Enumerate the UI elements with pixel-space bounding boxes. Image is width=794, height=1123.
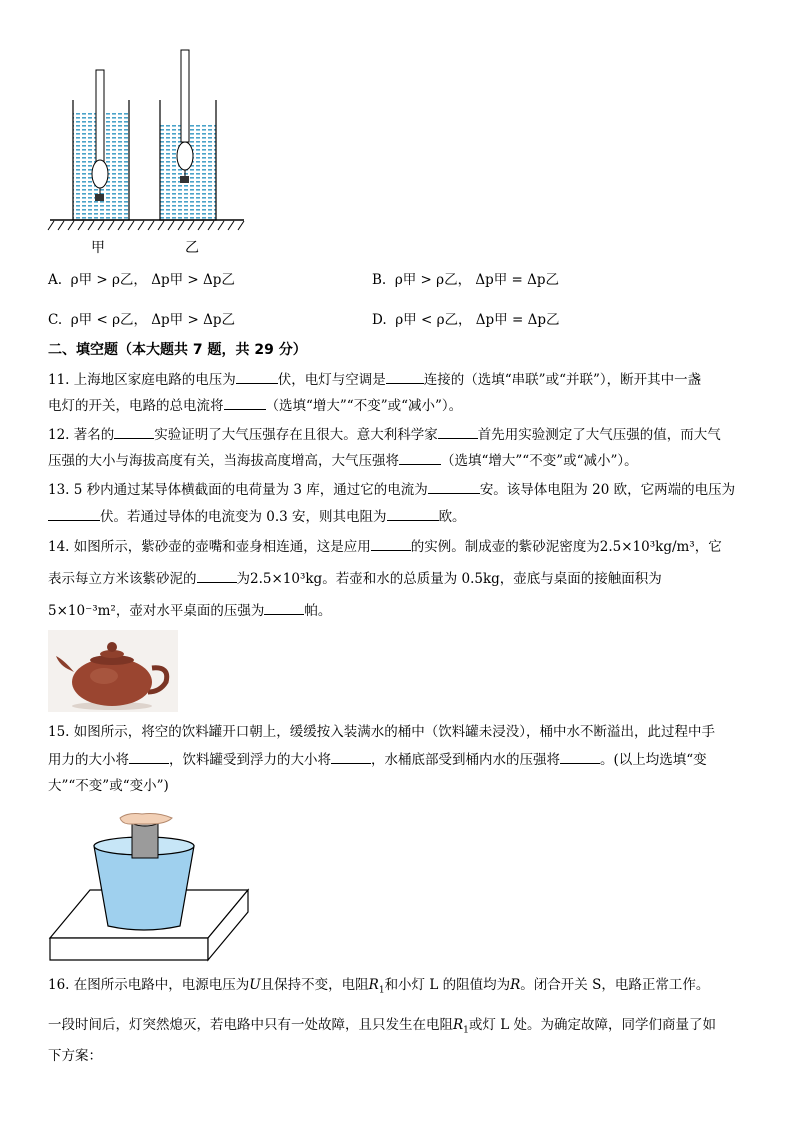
q16-var-r: R xyxy=(368,977,379,993)
option-a-letter: A. xyxy=(48,272,63,288)
q13-blank-2[interactable] xyxy=(48,506,100,521)
q11-blank-2[interactable] xyxy=(386,369,424,384)
q11-text-3: 连接的（选填“串联”或“并联”），断开其中一盏 xyxy=(423,372,702,388)
q12-blank-1[interactable] xyxy=(114,424,154,439)
q16-line1 xyxy=(48,975,768,1001)
q16-text-5: 一段时间后，灯突然熄灭，若电路中只有一处故障，且只发生在电阻 xyxy=(48,1017,453,1033)
option-a-text: ρ甲 > ρ乙， Δp甲 > Δp乙 xyxy=(70,272,235,288)
q12-line2 xyxy=(48,450,768,471)
q15-line2 xyxy=(48,749,768,770)
q12-text-5: （选填“增大”“不变”或“减小”）。 xyxy=(441,453,638,469)
q13-text-1: 13. 5 秒内通过某导体横截面的电荷量为 3 库，通过它的电流为 xyxy=(48,482,428,498)
q15-text-4: ，水桶底部受到桶内水的压强将 xyxy=(371,752,560,768)
option-b[interactable] xyxy=(372,268,559,288)
q15-blank-1[interactable] xyxy=(129,749,169,764)
q14-text-4: 表示每立方米该紫砂泥的 xyxy=(48,571,197,587)
q13-blank-1[interactable] xyxy=(428,479,480,494)
q15-text-3: ，饮料罐受到浮力的大小将 xyxy=(169,752,331,768)
q13-text-3: 伏。若通过导体的电流变为 0.3 安，则其电阻为 xyxy=(100,509,387,525)
q14-blank-1[interactable] xyxy=(371,536,411,551)
q12-text-4: 压强的大小与海拔高度有关，当海拔高度增高，大气压强将 xyxy=(48,453,399,469)
q16-var-r2: R xyxy=(510,977,521,993)
q12-line1 xyxy=(48,424,768,445)
q16-text-3: 和小灯 L 的阻值均为 xyxy=(384,977,511,993)
q11-text-2: 伏，电灯与空调是 xyxy=(277,372,386,388)
q14-text-2: 的实例。制成壶的紫砂泥密度为 xyxy=(410,539,600,555)
q11-line1 xyxy=(48,369,768,390)
bucket-figure xyxy=(46,808,252,964)
q13-text-2: 安。该导体电阻为 20 欧，它两端的电压为 xyxy=(479,482,736,498)
q15-text-1: 15. 如图所示，将空的饮料罐开口朝上，缓缓按入装满水的桶中（饮料罐未浸没），桶中水不断溢出，此过程中手 xyxy=(48,724,716,740)
teapot-image xyxy=(48,630,178,712)
q14-text-1: 14. 如图所示，紫砂壶的壶嘴和壶身相连通，这是应用 xyxy=(48,539,371,555)
q13-text-4: 欧。 xyxy=(438,509,466,525)
option-c[interactable] xyxy=(48,308,235,328)
q11-blank-1[interactable] xyxy=(236,369,278,384)
q11-text-4: 电灯的开关，电路的总电流将 xyxy=(48,398,224,414)
q14-text-7: ，壶对水平桌面的压强为 xyxy=(115,603,265,619)
option-a[interactable] xyxy=(48,268,235,288)
q16-text-6: 或灯 L 处。为确定故障，同学们商量了如 xyxy=(468,1017,716,1033)
q16-sub-2: 1 xyxy=(463,1025,469,1036)
q15-line1 xyxy=(48,722,768,742)
q16-line3 xyxy=(48,1046,768,1066)
q15-blank-3[interactable] xyxy=(560,749,600,764)
q14-text-6: 。若壶和水的总质量为 0.5kg，壶底与桌面的接触面积为 xyxy=(322,571,662,587)
q13-line2 xyxy=(48,506,768,527)
option-b-text: ρ甲 > ρ乙， Δp甲 = Δp乙 xyxy=(394,272,560,288)
q16-sub-1: 1 xyxy=(378,985,385,996)
q15-text-5: 。(以上均选填“变 xyxy=(600,752,707,768)
q14-area: 5×10⁻³m² xyxy=(48,603,116,619)
label-yi: 乙 xyxy=(185,240,199,256)
q14-text-3: ，它 xyxy=(694,539,722,555)
option-d-letter: D. xyxy=(372,312,387,328)
option-b-letter: B. xyxy=(372,272,387,288)
q16-var-u: U xyxy=(249,977,261,993)
q15-text-2: 用力的大小将 xyxy=(48,752,129,768)
q12-text-3: 首先用实验测定了大气压强的值，而大气 xyxy=(477,427,721,443)
q14-text-8: 帕。 xyxy=(304,603,332,619)
q13-line1 xyxy=(48,479,768,500)
q12-blank-2[interactable] xyxy=(438,424,478,439)
q14-text-5: 为 xyxy=(236,571,250,587)
q13-blank-3[interactable] xyxy=(387,506,439,521)
option-c-text: ρ甲 < ρ乙， Δp甲 > Δp乙 xyxy=(70,312,235,328)
q16-text-1: 16. 在图所示电路中，电源电压为 xyxy=(48,977,250,993)
q12-text-2: 实验证明了大气压强存在且很大。意大利科学家 xyxy=(154,427,438,443)
q14-mass: 2.5×10³kg xyxy=(250,571,323,587)
q14-blank-2[interactable] xyxy=(197,568,237,583)
q14-line1 xyxy=(48,536,768,557)
q14-density: 2.5×10³kg/m³ xyxy=(599,539,695,555)
q16-var-r3: R xyxy=(453,1017,464,1033)
q11-text-1: 11. 上海地区家庭电路的电压为 xyxy=(48,372,236,388)
q14-line3 xyxy=(48,600,768,621)
q12-text-1: 12. 著名的 xyxy=(48,427,115,443)
option-d-text: ρ甲 < ρ乙， Δp甲 = Δp乙 xyxy=(395,312,560,328)
q16-text-2: 且保持不变，电阻 xyxy=(260,977,369,993)
q11-blank-3[interactable] xyxy=(224,395,266,410)
q15-line3 xyxy=(48,776,768,796)
q16-text-4: 。闭合开关 S，电路正常工作。 xyxy=(520,977,710,993)
q11-line2 xyxy=(48,395,768,416)
q16-line2 xyxy=(48,1015,768,1041)
q15-text-6: 大”“不变”或“变小”) xyxy=(48,778,169,794)
q16-text-7: 下方案： xyxy=(48,1048,102,1064)
q11-text-5: （选填“增大”“不变”或“减小”）。 xyxy=(265,398,463,414)
q14-line2 xyxy=(48,568,768,589)
q12-blank-3[interactable] xyxy=(399,450,441,465)
section-heading: 二、填空题（本大题共 7 题，共 29 分） xyxy=(48,342,307,358)
densimeter-figure xyxy=(40,40,270,240)
q15-blank-2[interactable] xyxy=(331,749,371,764)
q14-blank-3[interactable] xyxy=(264,600,304,615)
option-d[interactable] xyxy=(372,308,559,328)
label-jia: 甲 xyxy=(91,240,105,256)
option-c-letter: C. xyxy=(48,312,63,328)
